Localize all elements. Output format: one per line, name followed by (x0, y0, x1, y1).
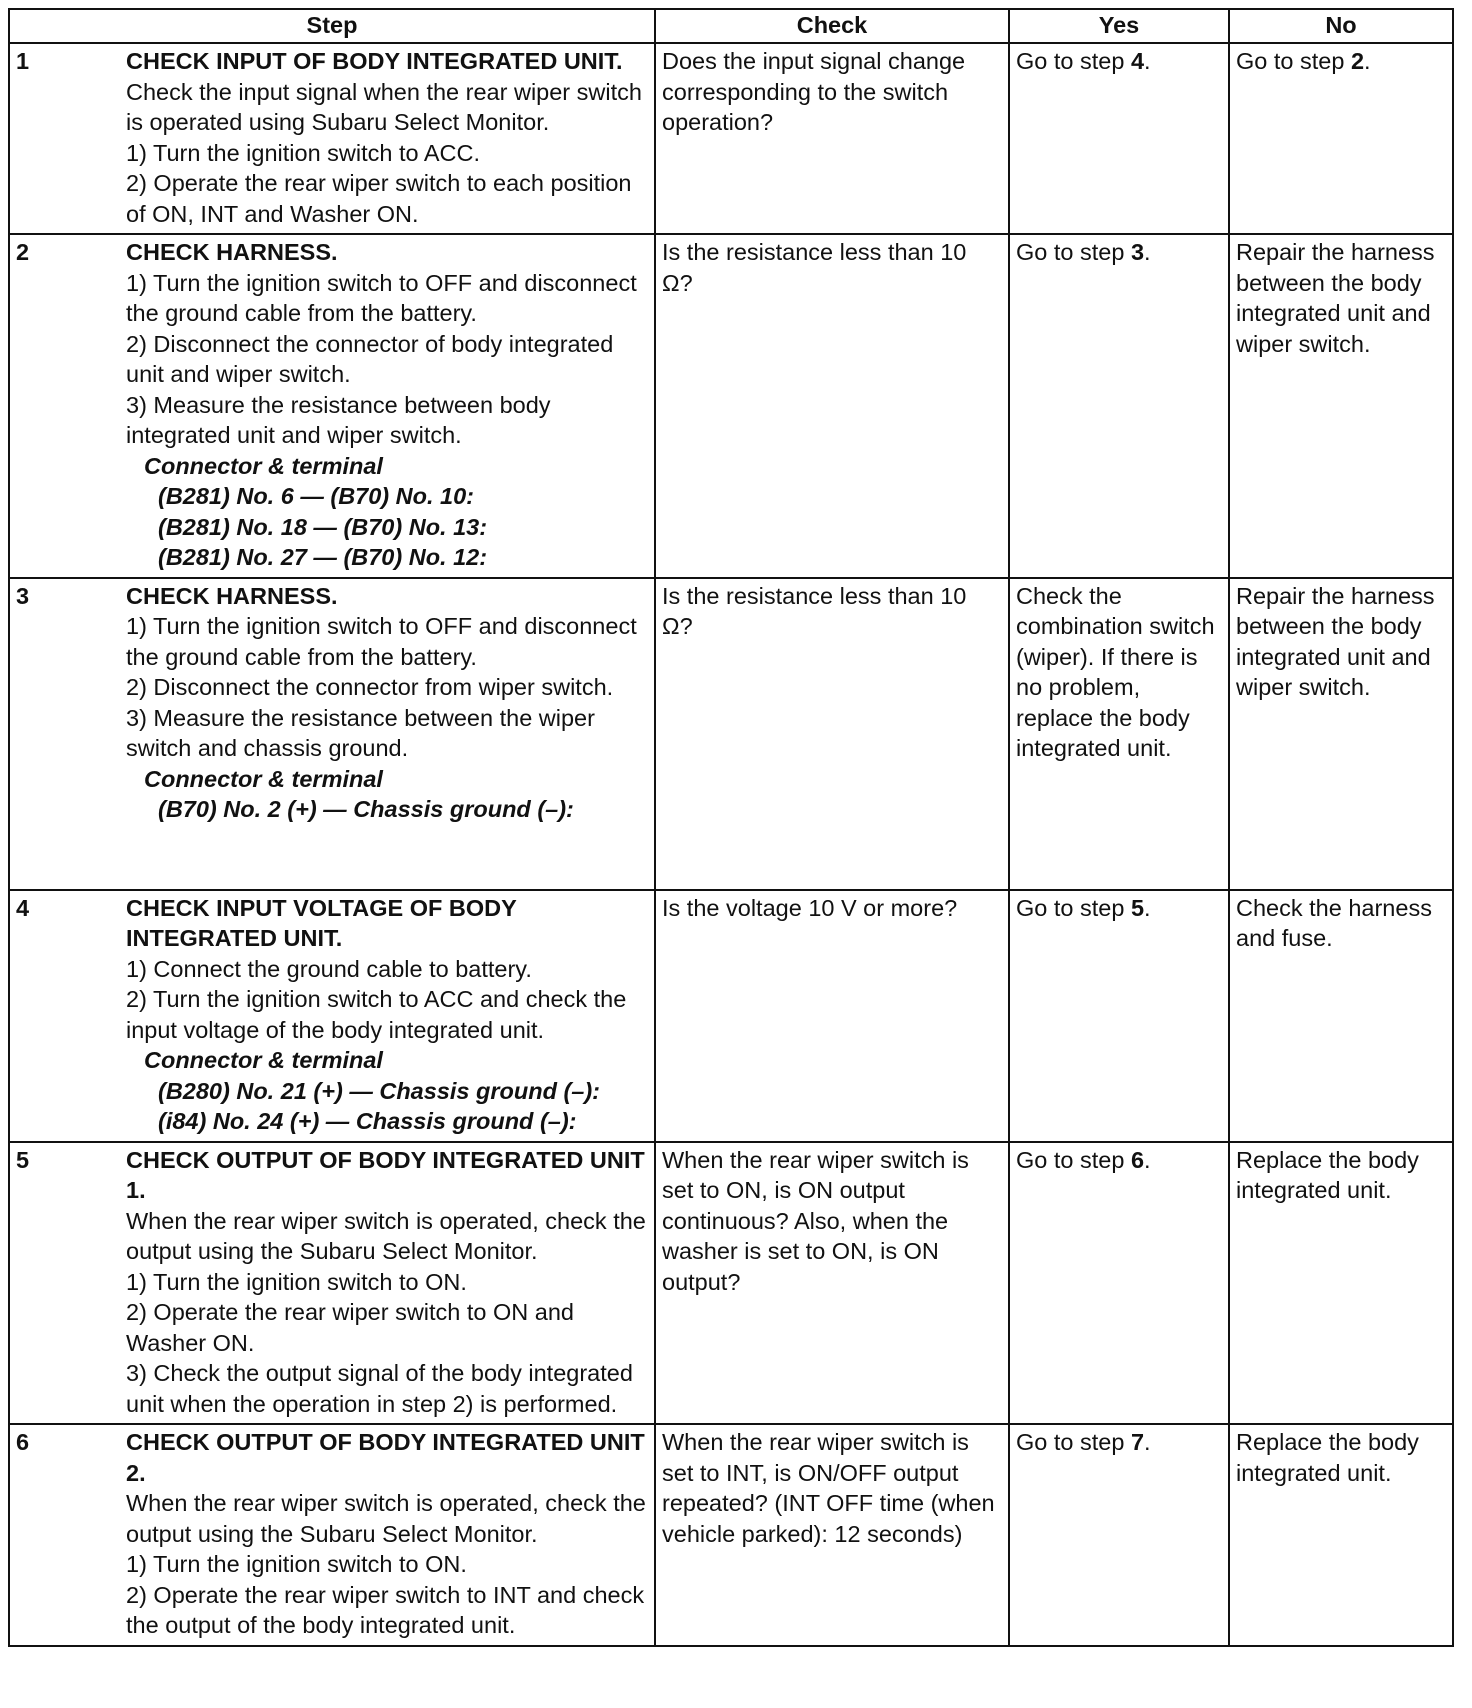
step-number: 5 (16, 1146, 30, 1173)
connector-label: Connector & terminal (144, 1047, 383, 1073)
step-number: 3 (16, 582, 30, 609)
check-cell (655, 890, 1009, 1142)
no-cell (1229, 1424, 1453, 1646)
yes-text: Go to step (1016, 48, 1131, 74)
terminal-spec: (B70) No. 2 (+) — Chassis ground (–): (158, 796, 574, 822)
yes-step-ref: 3 (1130, 239, 1145, 265)
check-cell (655, 43, 1009, 234)
instruction-item: 3) Measure the resistance between the wiper switch and chassis ground. (126, 704, 595, 761)
step-title: CHECK OUTPUT OF BODY INTEGRATED UNIT 1. (126, 1146, 645, 1203)
yes-text-end: . (1144, 1429, 1151, 1455)
no-cell (1229, 234, 1453, 578)
step-cell (9, 1424, 655, 1646)
yes-text-end: . (1144, 894, 1151, 921)
yes-text-end: . (1144, 1146, 1151, 1173)
yes-cell (1009, 890, 1229, 1142)
table-row (9, 1424, 1453, 1646)
yes-step-ref: 5 (1130, 894, 1145, 921)
terminal-spec: (B281) No. 6 — (B70) No. 10: (158, 483, 475, 509)
terminal-spec: (i84) No. 24 (+) — Chassis ground (–): (158, 1108, 577, 1134)
check-question: Is the voltage 10 V or more? (662, 894, 958, 921)
instruction-item: 1) Connect the ground cable to battery. (126, 955, 532, 982)
step-title: CHECK INPUT VOLTAGE OF BODY INTEGRATED UNIT. (126, 894, 517, 951)
check-question: When the rear wiper switch is set to ON, is ON output continuous? Also, when the washer is set to ON, is ON output? (662, 1146, 969, 1295)
step-cell (9, 234, 655, 578)
yes-text: Go to step (1016, 1146, 1131, 1173)
instruction-item: 3) Measure the resistance between body integrated unit and wiper switch. (126, 391, 551, 448)
instruction-item: 1) Turn the ignition switch to ACC. (126, 139, 480, 166)
instruction-item: 3) Check the output signal of the body integrated unit when the operation in step 2) is performed. (126, 1360, 633, 1417)
step-cell (9, 890, 655, 1142)
yes-cell (1009, 234, 1229, 578)
yes-text: Go to step (1016, 239, 1131, 265)
terminal-spec: (B281) No. 18 — (B70) No. 13: (158, 513, 488, 540)
step-number: 1 (16, 48, 30, 74)
no-text: Repair the harness between the body integrated unit and wiper switch. (1236, 582, 1435, 700)
step-cell (9, 43, 655, 234)
connector-label: Connector & terminal (144, 765, 383, 792)
step-number: 4 (16, 894, 30, 921)
yes-cell (1009, 1142, 1229, 1425)
instruction-item: 2) Disconnect the connector from wiper switch. (126, 674, 614, 700)
step-cell (9, 578, 655, 890)
step-number: 6 (16, 1429, 30, 1455)
no-step-ref: 2 (1350, 48, 1365, 74)
check-cell (655, 1424, 1009, 1646)
yes-step-ref: 4 (1130, 48, 1145, 74)
table-row (9, 578, 1453, 890)
no-text-end: . (1364, 48, 1371, 74)
yes-step-ref: 7 (1130, 1429, 1145, 1455)
yes-cell (1009, 43, 1229, 234)
header-no: No (1229, 9, 1453, 43)
step-title: CHECK HARNESS. (126, 239, 338, 265)
table-row (9, 890, 1453, 1142)
header-check: Check (655, 9, 1009, 43)
instruction-item: 2) Operate the rear wiper switch to ON and Washer ON. (126, 1299, 575, 1356)
terminal-spec: (B280) No. 21 (+) — Chassis ground (–): (158, 1077, 601, 1104)
no-cell (1229, 43, 1453, 234)
step-intro: When the rear wiper switch is operated, check the output using the Subaru Select Monitor. (126, 1207, 646, 1264)
no-cell (1229, 578, 1453, 890)
check-question: When the rear wiper switch is set to INT, is ON/OFF output repeated? (INT OFF time (when vehicle parked): 12 seconds) (662, 1429, 995, 1547)
yes-text-end: . (1144, 239, 1151, 265)
instruction-item: 1) Turn the ignition switch to ON. (126, 1268, 467, 1295)
check-question: Is the resistance less than 10 Ω? (662, 582, 967, 639)
instruction-item: 2) Disconnect the connector of body integrated unit and wiper switch. (126, 330, 614, 387)
no-cell (1229, 890, 1453, 1142)
step-cell (9, 1142, 655, 1425)
step-title: CHECK OUTPUT OF BODY INTEGRATED UNIT 2. (126, 1429, 645, 1486)
step-intro: Check the input signal when the rear wiper switch is operated using Subaru Select Monitor. (126, 78, 642, 135)
check-cell (655, 1142, 1009, 1425)
diagnostic-procedure-sheet (8, 8, 1452, 1647)
no-text: Replace the body integrated unit. (1236, 1146, 1419, 1203)
no-text: Replace the body integrated unit. (1236, 1429, 1419, 1486)
connector-label: Connector & terminal (144, 452, 383, 479)
no-text: Repair the harness between the body integrated unit and wiper switch. (1236, 239, 1435, 357)
yes-text-end: . (1144, 48, 1151, 74)
yes-text: Check the combination switch (wiper). If there is no problem, replace the body integrated unit. (1016, 582, 1215, 761)
instruction-item: 2) Operate the rear wiper switch to each position of ON, INT and Washer ON. (126, 170, 632, 227)
check-question: Is the resistance less than 10 Ω? (662, 239, 967, 296)
table-row (9, 234, 1453, 578)
check-cell (655, 578, 1009, 890)
step-number: 2 (16, 239, 30, 265)
no-text: Check the harness and fuse. (1236, 894, 1432, 951)
yes-cell (1009, 578, 1229, 890)
check-question: Does the input signal change corresponding to the switch operation? (662, 48, 966, 135)
yes-text: Go to step (1016, 1429, 1131, 1455)
instruction-item: 1) Turn the ignition switch to OFF and disconnect the ground cable from the battery. (126, 269, 637, 326)
step-intro: When the rear wiper switch is operated, check the output using the Subaru Select Monitor. (126, 1490, 646, 1547)
step-title: CHECK HARNESS. (126, 582, 338, 609)
no-cell (1229, 1142, 1453, 1425)
check-cell (655, 234, 1009, 578)
instruction-item: 2) Operate the rear wiper switch to INT and check the output of the body integrated unit. (126, 1581, 645, 1638)
no-text: Go to step (1236, 48, 1351, 74)
instruction-item: 2) Turn the ignition switch to ACC and check the input voltage of the body integrated unit. (126, 986, 627, 1043)
instruction-item: 1) Turn the ignition switch to ON. (126, 1551, 467, 1577)
terminal-spec: (B281) No. 27 — (B70) No. 12: (158, 544, 488, 570)
header-step: Step (9, 9, 655, 43)
yes-step-ref: 6 (1130, 1146, 1145, 1173)
header-yes: Yes (1009, 9, 1229, 43)
table-header-row (9, 9, 1453, 43)
instruction-item: 1) Turn the ignition switch to OFF and disconnect the ground cable from the battery. (126, 613, 637, 670)
yes-text: Go to step (1016, 894, 1131, 921)
diagnostic-table (8, 8, 1454, 1647)
step-title: CHECK INPUT OF BODY INTEGRATED UNIT. (126, 48, 623, 74)
table-row (9, 43, 1453, 234)
yes-cell (1009, 1424, 1229, 1646)
table-row (9, 1142, 1453, 1425)
